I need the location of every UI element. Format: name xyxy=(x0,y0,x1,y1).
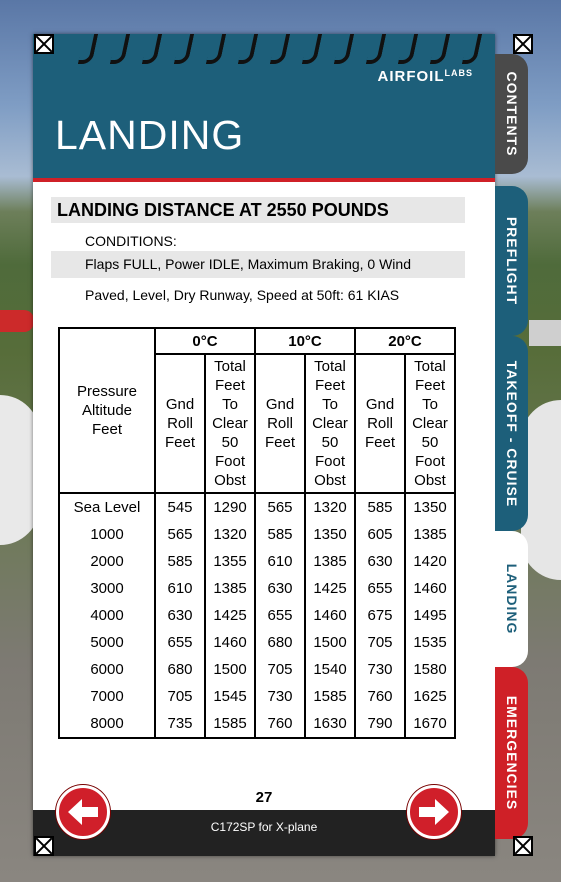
tab-contents[interactable] xyxy=(495,54,528,174)
distance-cell: 1350 xyxy=(305,521,355,548)
tab-takeoff-cruise[interactable] xyxy=(495,336,528,531)
distance-cell: 1460 xyxy=(205,629,255,656)
condition-line-2: Paved, Level, Dry Runway, Speed at 50ft: 61 KIAS xyxy=(85,287,400,303)
table-row xyxy=(59,493,455,521)
left-arrow-icon xyxy=(66,797,100,827)
distance-cell: 760 xyxy=(355,683,405,710)
table-row xyxy=(59,656,455,683)
distance-cell: 610 xyxy=(155,575,205,602)
distance-cell: 680 xyxy=(255,629,305,656)
tab-label: CONTENTS xyxy=(503,71,520,157)
total-distance-header: Total Feet To Clear 50 Foot Obst xyxy=(405,354,455,493)
altitude-cell: 7000 xyxy=(59,683,155,710)
altitude-cell: 4000 xyxy=(59,602,155,629)
distance-cell: 630 xyxy=(155,602,205,629)
distance-cell: 1585 xyxy=(305,683,355,710)
distance-cell: 1460 xyxy=(405,575,455,602)
page-number: 27 xyxy=(255,789,273,806)
distance-cell: 585 xyxy=(355,493,405,521)
distance-cell: 730 xyxy=(255,683,305,710)
distance-cell: 565 xyxy=(155,521,205,548)
distance-cell: 1385 xyxy=(305,548,355,575)
altitude-cell: 5000 xyxy=(59,629,155,656)
distance-cell: 585 xyxy=(155,548,205,575)
distance-cell: 1420 xyxy=(405,548,455,575)
distance-cell: 1320 xyxy=(305,493,355,521)
distance-cell: 1545 xyxy=(205,683,255,710)
close-x-icon[interactable] xyxy=(34,34,54,54)
conditions-label: CONDITIONS: xyxy=(85,233,177,249)
table-row xyxy=(59,602,455,629)
distance-cell: 1290 xyxy=(205,493,255,521)
distance-cell: 545 xyxy=(155,493,205,521)
distance-cell: 605 xyxy=(355,521,405,548)
table-row xyxy=(59,575,455,602)
table-row xyxy=(59,683,455,710)
table-row xyxy=(59,629,455,656)
table-body xyxy=(59,493,455,738)
background-aircraft-wing-right xyxy=(529,320,561,346)
temp-header-0c: 0°C xyxy=(155,328,255,354)
close-x-icon[interactable] xyxy=(34,836,54,856)
distance-cell: 1500 xyxy=(205,656,255,683)
altitude-cell: 6000 xyxy=(59,656,155,683)
distance-cell: 730 xyxy=(355,656,405,683)
close-x-icon[interactable] xyxy=(513,34,533,54)
distance-cell: 1535 xyxy=(405,629,455,656)
gnd-roll-header: Gnd Roll Feet xyxy=(255,354,305,493)
airfoil-labs-logo: $AIRFOIL^{LABS}$ xyxy=(377,68,473,85)
distance-cell: 790 xyxy=(355,710,405,738)
page-title: LANDING xyxy=(55,112,245,158)
next-page-button[interactable] xyxy=(407,785,461,839)
gnd-roll-header: Gnd Roll Feet xyxy=(155,354,205,493)
footer-caption: C172SP for X-plane xyxy=(210,820,318,834)
total-distance-header: Total Feet To Clear 50 Foot Obst xyxy=(205,354,255,493)
altitude-cell: Sea Level xyxy=(59,493,155,521)
distance-cell: 705 xyxy=(155,683,205,710)
tab-landing[interactable] xyxy=(495,531,528,667)
distance-cell: 1495 xyxy=(405,602,455,629)
header-divider xyxy=(33,178,495,182)
temp-header-10c: 10°C xyxy=(255,328,355,354)
distance-cell: 565 xyxy=(255,493,305,521)
table-row xyxy=(59,548,455,575)
distance-cell: 760 xyxy=(255,710,305,738)
distance-cell: 655 xyxy=(255,602,305,629)
table-row xyxy=(59,521,455,548)
temp-header-20c: 20°C xyxy=(355,328,455,354)
distance-cell: 1625 xyxy=(405,683,455,710)
checklist-booklet xyxy=(33,34,495,856)
distance-cell: 1425 xyxy=(205,602,255,629)
close-x-icon[interactable] xyxy=(513,836,533,856)
distance-cell: 1385 xyxy=(405,521,455,548)
tab-preflight[interactable] xyxy=(495,186,528,336)
distance-cell: 630 xyxy=(255,575,305,602)
tab-label: TAKEOFF - CRUISE xyxy=(503,360,520,507)
distance-cell: 735 xyxy=(155,710,205,738)
distance-cell: 675 xyxy=(355,602,405,629)
section-title: LANDING DISTANCE AT 2550 POUNDS xyxy=(51,197,465,223)
altitude-cell: 1000 xyxy=(59,521,155,548)
distance-cell: 680 xyxy=(155,656,205,683)
gnd-roll-header: Gnd Roll Feet xyxy=(355,354,405,493)
distance-cell: 1385 xyxy=(205,575,255,602)
distance-cell: 1425 xyxy=(305,575,355,602)
distance-cell: 1500 xyxy=(305,629,355,656)
condition-line-1: Flaps FULL, Power IDLE, Maximum Braking, 0 Wind xyxy=(51,251,465,278)
altitude-header: Pressure Altitude Feet xyxy=(59,328,155,493)
tab-emergencies[interactable] xyxy=(495,667,528,839)
distance-cell: 1355 xyxy=(205,548,255,575)
distance-cell: 1540 xyxy=(305,656,355,683)
tab-label: LANDING xyxy=(503,563,520,635)
distance-cell: 705 xyxy=(255,656,305,683)
altitude-cell: 3000 xyxy=(59,575,155,602)
distance-cell: 1630 xyxy=(305,710,355,738)
distance-cell: 1320 xyxy=(205,521,255,548)
distance-cell: 1460 xyxy=(305,602,355,629)
landing-distance-table xyxy=(58,327,456,739)
tab-label: EMERGENCIES xyxy=(503,695,520,811)
distance-cell: 610 xyxy=(255,548,305,575)
distance-cell: 1670 xyxy=(405,710,455,738)
altitude-cell: 8000 xyxy=(59,710,155,738)
distance-cell: 1580 xyxy=(405,656,455,683)
distance-cell: 1350 xyxy=(405,493,455,521)
distance-cell: 705 xyxy=(355,629,405,656)
previous-page-button[interactable] xyxy=(56,785,110,839)
right-arrow-icon xyxy=(417,797,451,827)
total-distance-header: Total Feet To Clear 50 Foot Obst xyxy=(305,354,355,493)
distance-cell: 655 xyxy=(155,629,205,656)
distance-cell: 630 xyxy=(355,548,405,575)
distance-cell: 655 xyxy=(355,575,405,602)
distance-cell: 1585 xyxy=(205,710,255,738)
altitude-cell: 2000 xyxy=(59,548,155,575)
distance-cell: 585 xyxy=(255,521,305,548)
spiral-binding xyxy=(81,34,481,64)
page-header xyxy=(33,34,495,178)
tab-label: PREFLIGHT xyxy=(503,216,520,306)
background-aircraft-wing-left xyxy=(0,310,34,332)
table-row xyxy=(59,710,455,738)
